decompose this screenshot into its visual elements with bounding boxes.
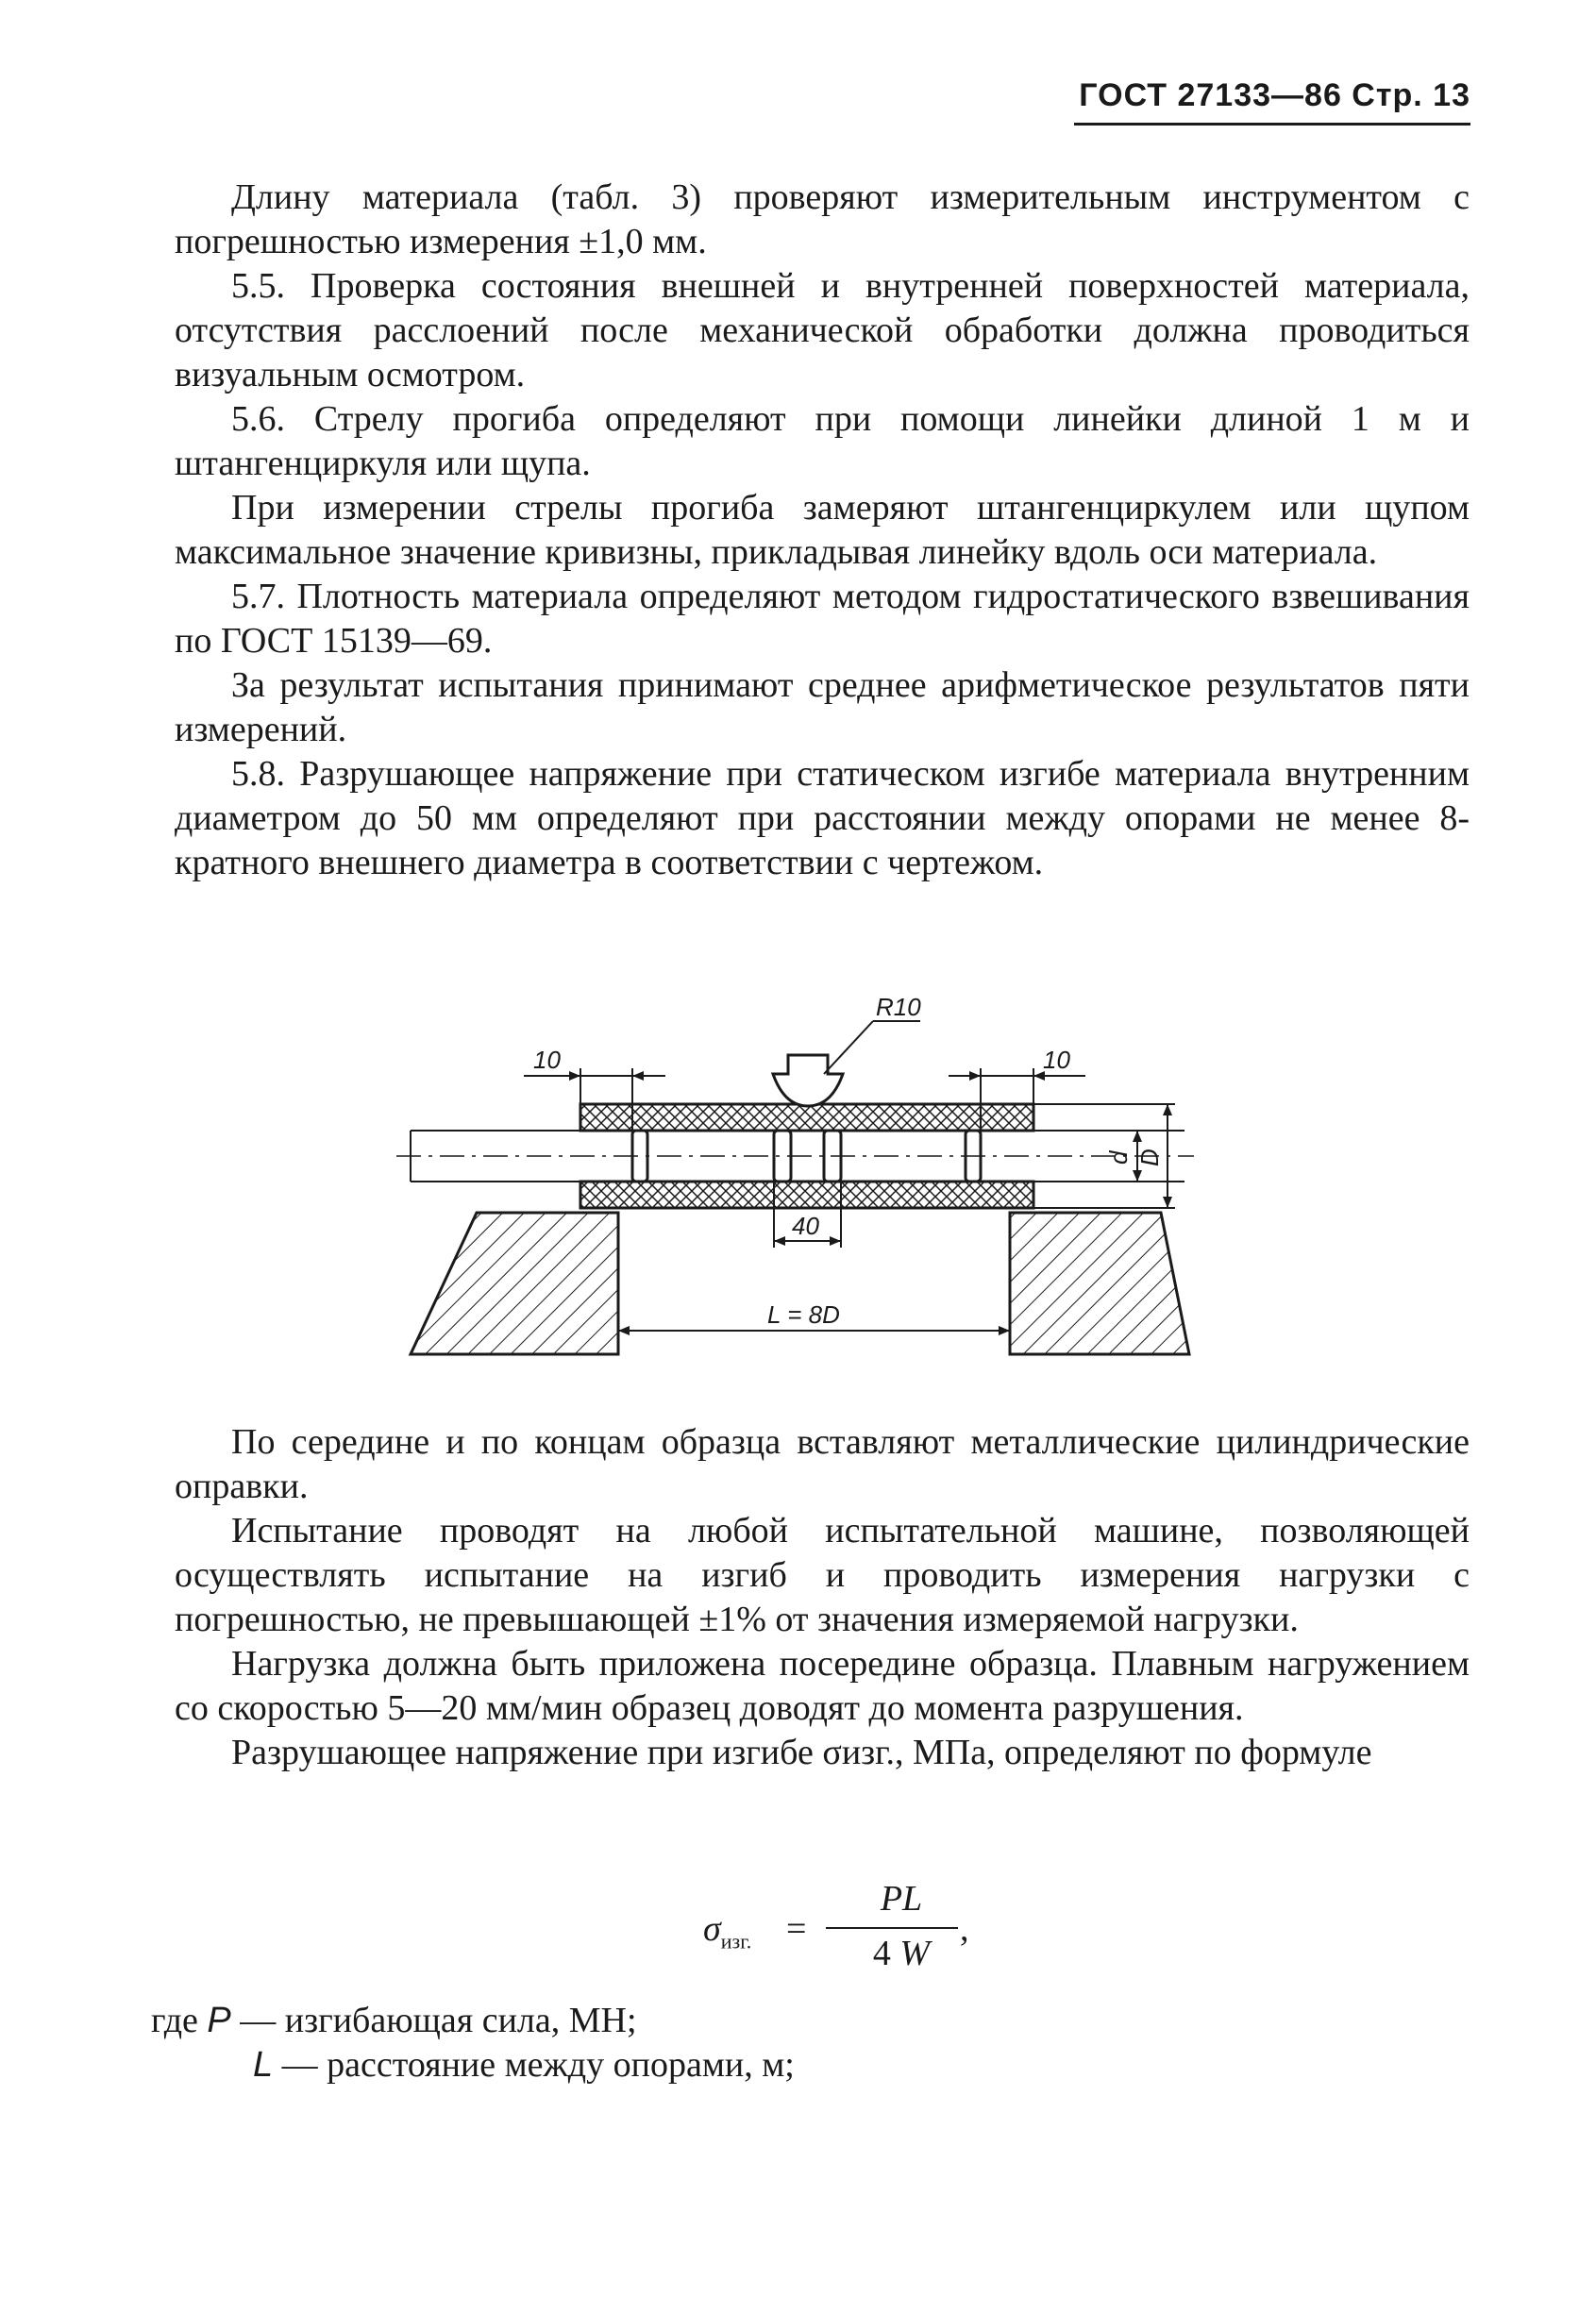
bending-test-drawing (392, 981, 1241, 1378)
paragraph-length-check: Длину материала (табл. 3) проверяют измерительным инструментом с погрешностью измерения ±1,0 мм. (175, 177, 1470, 261)
paragraph-load-application: Нагрузка должна быть приложена посередине образца. Плавным нагружением со скоростью 5—20 мм/мин образец доводят до момента разрушения. (175, 1644, 1470, 1728)
inner-diameter-label: d (1104, 1150, 1133, 1165)
paragraph-5-7: 5.7. Плотность материала определяют методом гидростатического взвешивания по ГОСТ 15139—69. (175, 577, 1470, 661)
middle-length-label: 40 (792, 1212, 819, 1240)
tube-top-wall (580, 1104, 1033, 1131)
left-support (411, 1213, 618, 1354)
definition-prefix: где (151, 2001, 198, 2040)
fraction-bar (826, 1927, 958, 1929)
formula-symbol: σ (703, 1909, 721, 1949)
tube-bottom-wall (580, 1182, 1033, 1208)
formula-equals: = (786, 1909, 807, 1949)
definition-row (151, 2043, 1472, 2087)
denominator-variable: W (899, 1934, 931, 1973)
right-support (1010, 1213, 1189, 1354)
paragraph-5-6: 5.6. Стрелу прогиба определяют при помощи линейки длиной 1 м и штангенциркуля или щупа. (175, 399, 1470, 483)
radius-label: R10 (876, 993, 921, 1021)
formula-definitions (151, 1999, 1472, 2087)
definition-text: — изгибающая сила, МН; (240, 2001, 637, 2040)
paragraph-deflection-measure: При измерении стрелы прогиба замеряют штангенциркулем или щупом максимальное значение кривизны, прикладывая линейку вдоль оси материала. (175, 488, 1470, 572)
definition-row (151, 1999, 1472, 2043)
loading-punch (773, 1055, 843, 1106)
paragraph-5-5: 5.5. Проверка состояния внешней и внутренней поверхностей материала, отсутствия расслоений после механической обработки должна проводиться визуальным осмотром. (175, 266, 1470, 394)
definition-symbol: L (253, 2045, 274, 2085)
paragraph-test-machine: Испытание проводят на любой испытательной машине, позволяющей осуществлять испытание на изгиб и проводить измерения нагрузки с погрешностью, не превышающей ±1% от значения измеряемой нагрузки. (175, 1511, 1470, 1639)
page-header: ГОСТ 27133—86 Стр. 13 (1079, 77, 1470, 113)
formula-comma: , (960, 1909, 969, 1949)
denominator-coefficient: 4 (872, 1934, 891, 1973)
header-rule (1074, 123, 1470, 126)
definition-text: — расстояние между опорами, м; (281, 2045, 795, 2085)
formula-lhs (703, 1908, 751, 1954)
definition-symbol: P (207, 2001, 231, 2040)
left-end-length-label: 10 (533, 1046, 561, 1074)
paragraph-mandrels: По середине и по концам образца вставляют металлические цилиндрические оправки. (175, 1422, 1470, 1506)
paragraph-average-result: За результат испытания принимают среднее арифметическое результатов пяти измерений. (175, 665, 1470, 749)
formula-denominator (845, 1933, 958, 1974)
bending-stress-formula (703, 1878, 967, 1977)
top-text-block (175, 176, 1470, 885)
formula-subscript: изг. (720, 1929, 752, 1953)
paragraph-formula-intro: Разрушающее напряжение при изгибе σизг., МПа, определяют по формуле (231, 1733, 1372, 1772)
outer-diameter-label: D (1135, 1148, 1164, 1166)
paragraph-5-8: 5.8. Разрушающее напряжение при статическом изгибе материала внутренним диаметром до 50 мм определяют при расстоянии между опорами не менее 8-кратного внешнего диаметра в соответствии с чертежом. (175, 754, 1470, 882)
right-end-length-label: 10 (1043, 1046, 1070, 1074)
formula-numerator: PL (880, 1879, 923, 1919)
span-label: L = 8D (767, 1300, 840, 1329)
bottom-text-block (175, 1420, 1470, 1775)
